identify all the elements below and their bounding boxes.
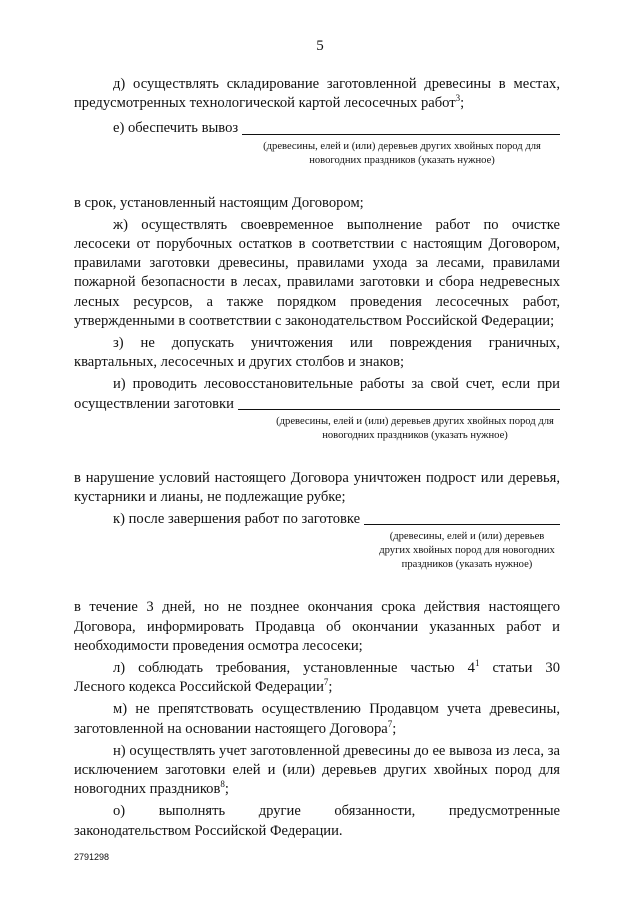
item-n-text: н) осуществлять учет заготовленной древесины до ее вывоза из леса, за исключением заготовки елей и (или) деревьев других хвойных пород для новогодних праздников <box>74 742 560 798</box>
item-l-end: ; <box>328 679 333 696</box>
item-l-middle: статьи 30 <box>479 660 561 677</box>
item-k-lead: к) после завершения работ по заготовке <box>113 511 361 528</box>
item-e-continuation: в срок, установленный настоящим Договором; <box>74 194 364 211</box>
item-e-row <box>74 119 560 138</box>
item-i-lead: осуществлении заготовки <box>74 395 234 412</box>
footnote-ref-7: 7 <box>323 677 329 688</box>
item-k-continuation: в течение 3 дней, но не позднее окончания срока действия настоящего Договора, информировать Продавца об окончании указанных работ и необходимости проведения осмотра лесосеки; <box>74 599 560 654</box>
item-e-lead: е) обеспечить вывоз <box>113 120 239 137</box>
item-n-end: ; <box>224 781 229 798</box>
item-z: з) не допускать уничтожения или повреждения граничных, квартальных, лесосечных и других столбов и знаков; <box>74 335 560 371</box>
item-k-row <box>74 510 560 529</box>
item-d-text: д) осуществлять складирование заготовленной древесины в местах, предусмотренных технологической картой лесосечных работ <box>74 76 560 112</box>
item-i-blank-line <box>238 408 560 410</box>
item-l-text: л) соблюдать требования, установленные частью 4 <box>113 660 475 677</box>
document-body <box>74 75 560 841</box>
item-m <box>74 700 560 738</box>
item-e-hint: (древесины, елей и (или) деревьев других хвойных пород для новогодних праздников (указать нужное) <box>263 140 541 166</box>
item-n <box>74 742 560 800</box>
document-code: 2791298 <box>74 852 110 862</box>
footnote-ref-4-1: 1 <box>474 658 480 669</box>
item-o-second: законодательством Российской Федерации. <box>74 822 343 839</box>
item-l-second-text: Лесного кодекса Российской Федерации <box>74 679 324 696</box>
footnote-ref-7b: 7 <box>387 718 393 729</box>
item-d-end: ; <box>460 95 465 112</box>
item-i-first: и) проводить лесовосстановительные работы за свой счет, если при <box>113 376 560 393</box>
item-e-blank-line <box>242 133 560 135</box>
item-o-first: о) выполнять другие обязанности, предусмотренные <box>113 803 560 820</box>
item-i-hint: (древесины, елей и (или) деревьев других хвойных пород для новогодних праздников (указать нужное) <box>276 415 554 441</box>
item-m-end: ; <box>392 720 397 737</box>
item-m-text: м) не препятствовать осуществлению Продавцом учета древесины, заготовленной на основании настоящего Договора <box>74 701 560 737</box>
item-zh: ж) осуществлять своевременное выполнение работ по очистке лесосеки от порубочных остатков в соответствии с настоящим Договором, правилами заготовки древесины, правилами ухода за лесами, правилами пожарной безопасности в лесах, правилами заготовки и сбора недревесных лесных ресурсов, а также порядком проведения лесосечных работ, утвержденными в соответствии с законодательством Российской Федерации; <box>74 216 560 329</box>
item-k-hint: (древесины, елей и (или) деревьев других хвойных пород для новогодних праздников (указать нужное) <box>379 531 555 571</box>
item-k-blank-line <box>364 523 560 525</box>
page-number: 5 <box>316 38 324 54</box>
item-l-second <box>74 678 560 697</box>
item-i-row <box>74 395 560 414</box>
item-l-first <box>74 659 560 678</box>
footnote-ref-3: 3 <box>455 93 461 104</box>
item-d <box>74 75 560 113</box>
item-i-continuation: в нарушение условий настоящего Договора уничтожен подрост или деревья, кустарники и лианы, не подлежащие рубке; <box>74 469 560 506</box>
footnote-ref-8: 8 <box>220 779 225 790</box>
